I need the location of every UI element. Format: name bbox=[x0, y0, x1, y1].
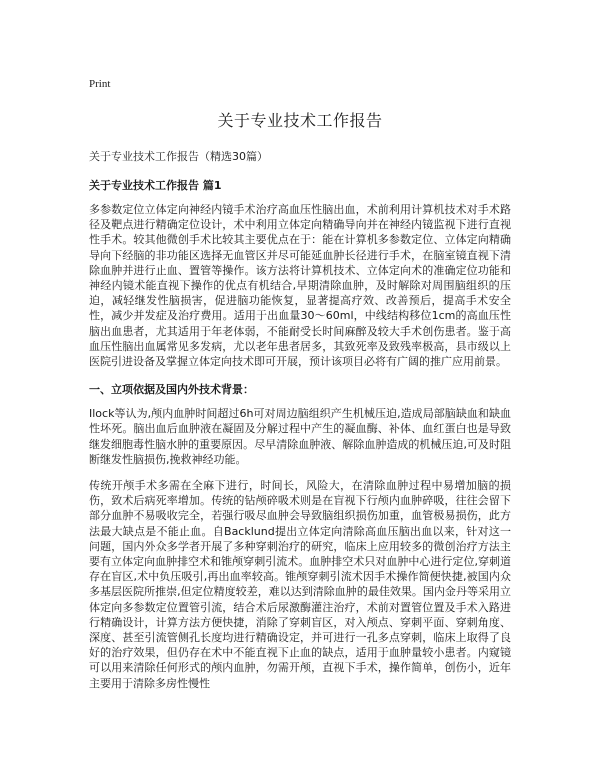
paragraph-background-2: 传统开颅手术多需在全麻下进行，时间长，风险大，在清除血肿过程中易增加脑的损伤，致术后病死率增加。传统的钻颅碎吸术则是在盲视下行颅内血肿碎吸，往往会留下部分血肿不易吸收完全，若强行吸尽血肿会导致脑组织损伤加重，血管极易损伤，此方法最大缺点是不能止血。自Backlund提出立体定向清除高血压脑出血以来，针对这一问题，国内外众多学者开展了多种穿刺治疗的研究，临床上应用较多的微创治疗方法主要有立体定向血肿排空术和锥颅穿刺引流术。血肿排空术只对血肿中心进行定位,穿刺道存在盲区,术中负压吸引,再出血率较高。锥颅穿刺引流术因手术操作简便快捷,被国内众多基层医院所推崇,但定位精度较差，难以达到清除血肿的最佳效果。国内金丹等采用立体定向多参数定位置管引流，结合术后尿激酶灌注治疗，术前对置管位置及手术入路进行精确设计，计算方法方便快捷，消除了穿刺盲区，对入颅点、穿刺平面、穿刺角度、深度、甚至引流管侧孔长度均进行精确设定，并可进行一孔多点穿刺，临床上取得了良好的治疗效果，但仍存在术中不能直视下止血的缺点，适用于血肿量较小患者。内窥镜可以用来清除任何形式的颅内血肿，勿需开颅，直视下手术，操作简单，创伤小，近年主要用于清除多房性慢性 bbox=[89, 479, 511, 690]
paragraph-intro: 多参数定位立体定向神经内镜手术治疗高血压性脑出血，术前利用计算机技术对手术路径及靶点进行精确定位设计，术中利用立体定向精确导向并在神经内镜监视下进行直视性手术。较其他微创手术比较其主要优点在于：能在计算机多参数定位、立体定向精确导向下经脑的非功能区选择无血管区并尽可能延血肿长径进行手术，在脑室镜直视下清除血肿并进行止血、置管等操作。该方法将计算机技术、立体定向术的准确定位功能和神经内镜术能直视下操作的优点有机结合,早期清除血肿，及时解除对周围脑组织的压迫，减轻继发性脑损害，促进脑功能恢复，显著提高疗效、改善预后，提高手术安全性，减少并发症及治疗费用。适用于出血量30～60ml，中线结构移位1cm的高血压性脑出血患者，尤其适用于年老体弱，不能耐受长时间麻醉及较大手术创伤患者。鉴于高血压性脑出血属常见多发病，尤以老年患者居多，其致死率及致残率极高，县市级以上医院引进设备及掌握立体定向技术即可开展，预计该项目必将有广阔的推广应用前景。 bbox=[89, 203, 511, 369]
page-title: 关于专业技术工作报告 bbox=[217, 111, 383, 130]
print-link[interactable]: Print bbox=[89, 78, 111, 90]
document-subtitle: 关于专业技术工作报告（精选30篇） bbox=[89, 150, 268, 163]
paragraph-background-1: Ilock等认为,颅内血肿时间超过6h可对周边脑组织产生机械压迫,造成局部脑缺血和缺血性坏死。脑出血后血肿液在凝固及分解过程中产生的凝血酶、补体、血红蛋白也是导致继发细胞毒性脑水肿的重要原因。尽早清除血肿液、解除血肿造成的机械压迫,可及时阻断继发性脑损伤,挽救神经功能。 bbox=[89, 407, 511, 466]
section-heading-article-1: 关于专业技术工作报告 篇1 bbox=[89, 179, 222, 192]
section-heading-background: 一、立项依据及国内外技术背景： bbox=[89, 383, 254, 397]
